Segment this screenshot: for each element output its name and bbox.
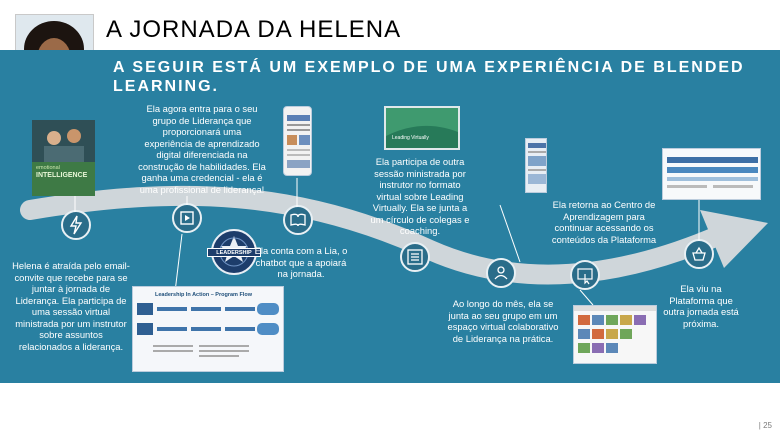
program-flow-title: Leadership In Action – Program Flow [155, 292, 252, 298]
intelligence-top-text: emotional [36, 165, 60, 171]
program-flow-thumbnail [132, 286, 284, 372]
intelligence-title-text: INTELLIGENCE [36, 172, 88, 179]
page-number: | 25 [758, 421, 772, 430]
leading-virtually-text: Leading Virtually [392, 135, 429, 141]
intelligence-book-thumbnail [32, 120, 95, 196]
step-2-text: Ela agora entra para o seu grupo de Liderança que proporcionará uma experiência de aprendizado digital diferenciada na construção de habilidades. Ela ganha uma credencial - ela é uma profissional de liderança! [138, 103, 266, 195]
step-7-text: Ela viu na Plataforma que outra jornada está próxima. [663, 283, 739, 329]
step-5-text: Ao longo do mês, ela se junta ao seu grupo em um espaço virtual colaborativo de Liderança na prática. [447, 298, 559, 344]
page-title: A JORNADA DA HELENA [106, 16, 402, 43]
leadership-badge [211, 229, 257, 275]
step-6-text: Ela retorna ao Centro de Aprendizagem para continuar acessando os conteúdos da Plataforma [551, 199, 657, 245]
leading-virtually-thumbnail [384, 106, 460, 150]
subtitle: A SEGUIR ESTÁ UM EXEMPLO DE UMA EXPERIÊNCIA DE BLENDED LEARNING. [113, 59, 745, 95]
learning-center-thumbnail [573, 305, 657, 364]
phone-thumbnail [283, 106, 312, 176]
step-4-text: Ela participa de outra sessão ministrada por instrutor no formato virtual sobre Leading Virtually. Ela se junta a um círculo de colegas e coaching. [370, 156, 470, 236]
leadership-badge-label: LEADERSHIP [207, 248, 261, 257]
platform-flow-thumbnail [662, 148, 761, 200]
step-3-text: Ela conta com a Lia, o chatbot que a apoiará na jornada. [254, 245, 348, 279]
tablet-thumbnail [525, 138, 547, 193]
step-1-text: Helena é atraída pelo email-convite que recebe para se juntar à jornada de Liderança. Ela participa de uma sessão virtual ministrada por um instrutor sobre assuntos relacionados a liderança. [12, 260, 130, 352]
